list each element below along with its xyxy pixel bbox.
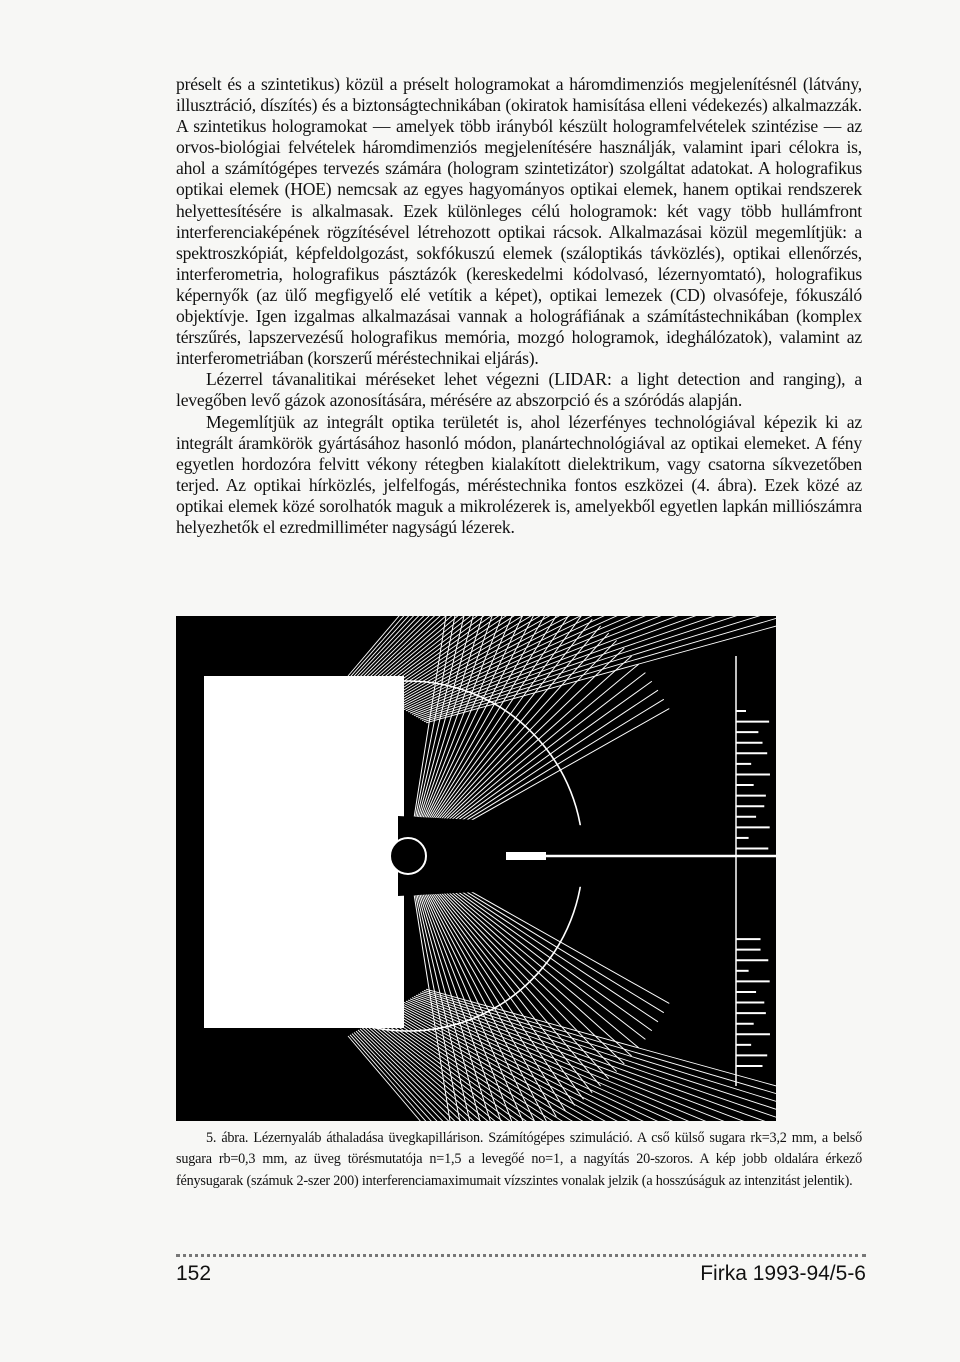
left-panel	[204, 676, 404, 1028]
ray-line	[412, 616, 776, 714]
capillary-inner-bore	[390, 838, 426, 874]
caption-text: 5. ábra. Lézernyaláb áthaladása üvegkapillárison. Számítógépes szimuláció. A cső külső sugara rk=3,2 mm, a belső sugara rb=0,3 mm, az üveg törésmutatója n=1,5 a levegőé no=1, a nagyítás 20-szoros. A kép jobb oldalára érkező fénysugarak (számuk 2-szer 200) interferenciamaximumait vízszintes vonalak jelzik (a hosszúságuk az intenzitást jelentik).	[176, 1130, 862, 1189]
radial-ray	[424, 893, 527, 1121]
ray-line	[380, 1017, 776, 1121]
ray-line	[396, 1007, 776, 1121]
ray-line	[384, 1014, 776, 1121]
body-paragraph: préselt és a szintetikus) közül a préselt hologramokat a háromdimenziós megjelenítésnél (látvány, illusztráció, díszítés) és a biztonságtechnikában (okiratok hamisítása elleni védekezés) alkalmazzák. A szintetikus hologramokat — amelyek több irányból készült hologramfelvételek szintézise — az orvos-biológiai felvételek háromdimenziós megjelenítésére használják, valamint ipari célokra is, ahol a számítógépes tervezés számára (hologram szintetizátor) szolgáltat adatokat. A holografikus optikai elemek (HOE) nemcsak az egyes hagyományos optikai elemek, hanem optikai rendszerek helyettesítésére is alkalmasak. Ezek különleges célú hologramok: két vagy több hullámfront interferenciaképének rögzítésével létrehozott optikai rácsok. Alkalmazásai közül megemlítjük: a spektroszkópiát, képfeldolgozást, sokfókuszú elemek (száloptikás távközlés), optikai ellenőrzés, interferometria, holografikus pásztázók (kereskedelmi kódolvasó, lézernyomtató), holografikus képernyők (az ülő megfigyelő elé vetítik a képet), optikai lemezek (CD) olvasófeje, fókuszáló objektívje. Igen izgalmas alkalmazásai vannak a holográfiának a számítástechnikában (komplex térszűrés, lapszervezésű holografikus memória, mozgó hologramok, ideghálózatok), valamint az interferometriában (korszerű méréstechnikai eljárás).	[176, 74, 862, 369]
figure-caption	[176, 1128, 862, 1192]
body-paragraph: Lézerrel távanalitikai méréseket lehet végezni (LIDAR: a light detection and ranging), a levegőben levő gázok azonosítására, mérésére az abszorpció és a szóródás alapján.	[176, 369, 862, 411]
radial-ray	[442, 699, 664, 835]
radial-ray	[443, 709, 669, 837]
body-paragraph: Megemlítjük az integrált optika területét is, ahol lézerfényes technológiával képezik ki az integrált áramkörök gyártásához hasonló módon, planártechnológiával az optikai elemeket. A fény egyetlen hordozóra felvitt vékony rétegben kialakított dielektrikum, vagy csatorna síkvezetőben terjed. Az optikai hírközlés, jelfelfogás, méréstechnika fontos eszközei (4. ábra). Ezek közé az optikai elemek közé sorolhatók maguk a mikrolézerek is, amelyekből egyetlen lapkán milliószámra helyezhetők el ezredmilliméter nagyságú lézerek.	[176, 411, 862, 537]
body-text	[176, 74, 862, 538]
radial-ray	[441, 690, 658, 834]
figure-svg	[176, 616, 776, 1121]
radial-ray	[429, 890, 566, 1111]
radial-ray	[441, 878, 658, 1022]
radial-ray	[429, 616, 566, 822]
footer-divider	[176, 1254, 866, 1257]
radial-ray	[443, 876, 669, 1004]
radial-ray	[441, 681, 652, 832]
figure-capillary-simulation	[176, 616, 776, 1121]
axial-beam-core	[506, 852, 546, 860]
journal-title: Firka 1993-94/5-6	[700, 1262, 866, 1285]
ray-line	[420, 616, 776, 719]
radial-ray	[441, 879, 652, 1030]
page-number: 152	[176, 1262, 212, 1285]
ray-line	[362, 1028, 687, 1121]
radial-ray	[442, 877, 664, 1013]
